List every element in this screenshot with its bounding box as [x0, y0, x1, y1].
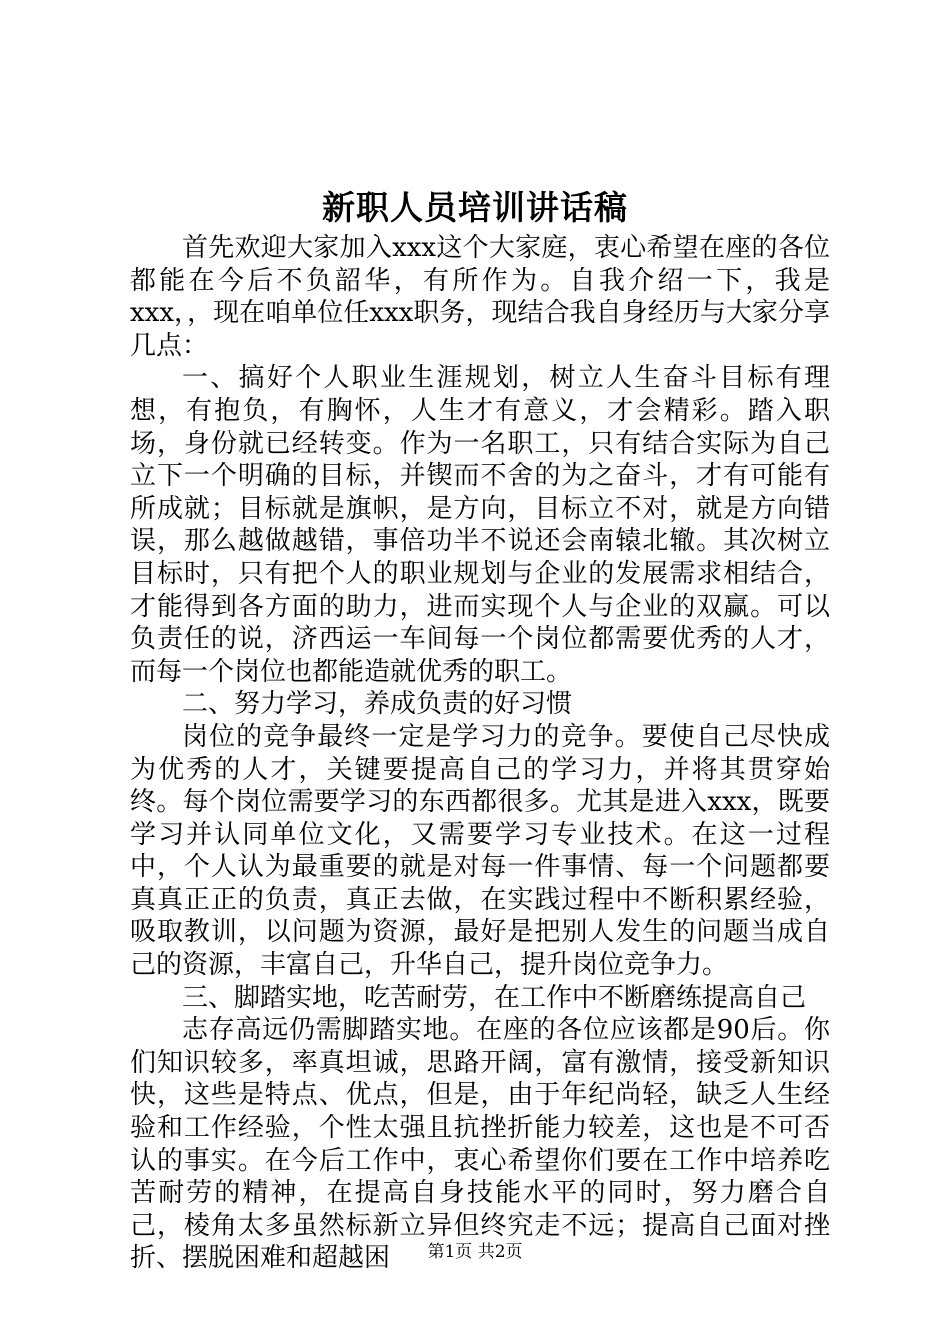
document-title: 新职人员培训讲话稿	[322, 188, 628, 227]
heading-section-3: 三、脚踏实地，吃苦耐劳，在工作中不断磨练提高自己	[182, 982, 807, 1013]
paragraph-section-2: 岗位的竞争最终一定是学习力的竞争。要使自己尽快成为优秀的人才，关键要提高自己的学习力，并将其贯穿始终。每个岗位需要学习的东西都很多。尤其是进入xxx，既要学习并认同单位文化，又需要学习专业技术。在这一过程中，个人认为最重要的就是对每一件事情、每一个问题都要真真正正的负责，真正去做，在实践过程中不断积累经验，吸取教训，以问题为资源，最好是把别人发生的问题当成自己的资源，丰富自己，升华自己，提升岗位竞争力。	[130, 721, 830, 981]
page-footer: 第1页 共2页	[427, 1242, 523, 1262]
paragraph-section-3: 志存高远仍需脚踏实地。在座的各位应该都是90后。你们知识较多，率真坦诚，思路开阔，富有激情，接受新知识快，这些是特点、优点，但是，由于年纪尚轻，缺乏人生经验和工作经验，个性太强且抗挫折能力较差，这也是不可否认的事实。在今后工作中，衷心希望你们要在工作中培养吃苦耐劳的精神，在提高自身技能水平的同时，努力磨合自己，棱角太多虽然标新立异但终究走不远；提高自己面对挫折、摆脱困难和超越困	[130, 1015, 830, 1274]
paragraph-intro: 首先欢迎大家加入xxx这个大家庭，衷心希望在座的各位都能在今后不负韶华，有所作为。自我介绍一下，我是xxx，，现在咱单位任xxx职务，现结合我自身经历与大家分享几点：	[130, 233, 830, 361]
document-body	[130, 232, 830, 1275]
heading-section-2: 二、努力学习，养成负责的好习惯	[182, 689, 573, 720]
paragraph-section-1: 一、搞好个人职业生涯规划，树立人生奋斗目标有理想，有抱负，有胸怀，人生才有意义，才会精彩。踏入职场，身份就已经转变。作为一名职工，只有结合实际为自己立下一个明确的目标，并锲而不舍的为之奋斗，才有可能有所成就；目标就是旗帜，是方向，目标立不对，就是方向错误，那么越做越错，事倍功半不说还会南辕北辙。其次树立目标时，只有把个人的职业规划与企业的发展需求相结合，才能得到各方面的助力，进而实现个人与企业的双赢。可以负责任的说，济西运一车间每一个岗位都需要优秀的人才，而每一个岗位也都能造就优秀的职工。	[130, 363, 830, 687]
